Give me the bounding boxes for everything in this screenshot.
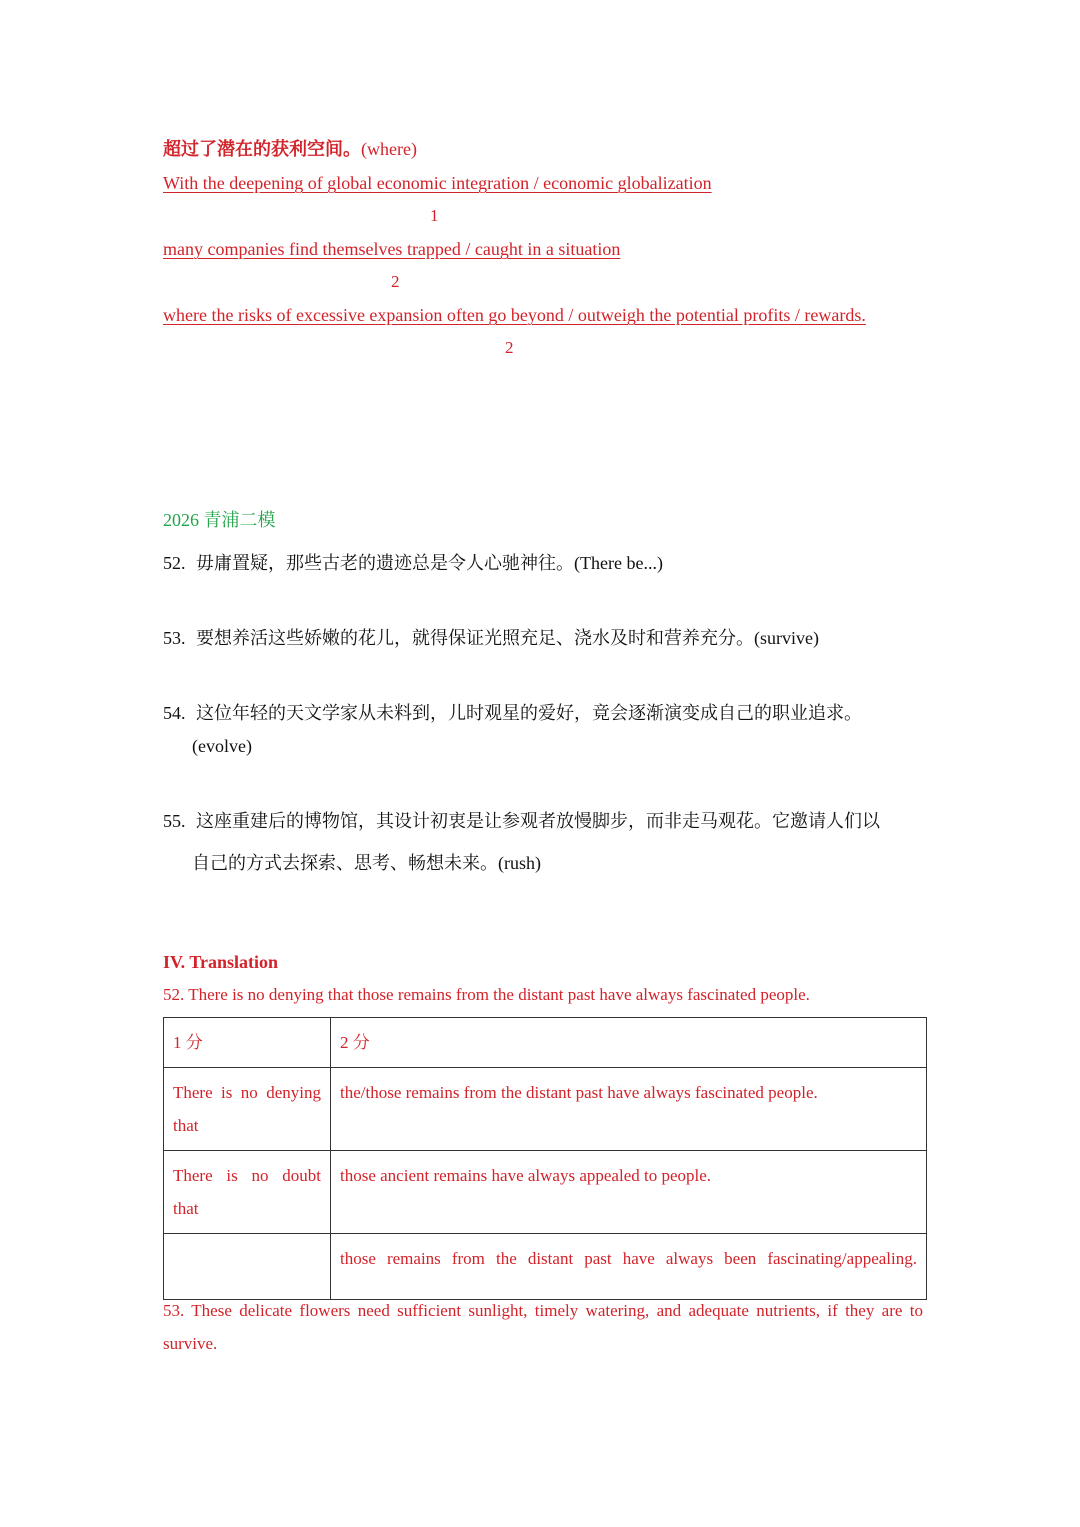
question-52	[163, 549, 663, 575]
question-text: 要想养活这些娇嫩的花儿，就得保证光照充足、浇水及时和营养充分。(survive)	[196, 628, 819, 648]
table-cell: the/those remains from the distant past have always fascinated people.	[331, 1068, 927, 1151]
table-row	[164, 1068, 927, 1151]
question-54-continuation: (evolve)	[192, 736, 252, 756]
question-text: 毋庸置疑，那些古老的遗迹总是令人心驰神往。(There be...)	[196, 553, 663, 573]
table-cell: those ancient remains have always appealed to people.	[331, 1151, 927, 1234]
answer-line-3: where the risks of excessive expansion often go beyond / outweigh the potential profits / rewards.	[163, 305, 866, 325]
question-number: 52.	[163, 553, 186, 573]
score-mark-3: 2	[505, 338, 514, 357]
cell-text: those remains from the distant past have always been fascinating/appealing.	[340, 1249, 917, 1268]
answer-53: 53. These delicate flowers need sufficient sunlight, timely watering, and adequate nutrients, if they are to survive.	[163, 1301, 923, 1353]
question-text: 这座重建后的博物馆，其设计初衷是让参观者放慢脚步，而非走马观花。它邀请人们以	[196, 811, 880, 831]
table-cell	[331, 1234, 927, 1300]
prev-tail-cn: 超过了潜在的获利空间。	[163, 139, 361, 159]
answer-line-1: With the deepening of global economic integration / economic globalization	[163, 173, 712, 193]
score-mark-1: 1	[430, 206, 439, 225]
answer-line-2: many companies find themselves trapped / caught in a situation	[163, 239, 621, 259]
question-number: 54.	[163, 703, 186, 723]
question-number: 53.	[163, 628, 186, 648]
table-cell	[164, 1151, 331, 1234]
translation-heading: IV. Translation	[163, 952, 279, 972]
table-row	[164, 1151, 927, 1234]
cell-text: There is no denying that	[173, 1083, 321, 1135]
table-cell	[164, 1234, 331, 1300]
score-mark-2: 2	[391, 272, 400, 291]
table-header-cell: 2 分	[331, 1018, 927, 1068]
question-number: 55.	[163, 811, 186, 831]
question-text: 这位年轻的天文学家从未料到，儿时观星的爱好，竟会逐渐演变成自己的职业追求。	[196, 703, 862, 723]
section-title: 2026 青浦二模	[163, 510, 276, 530]
scoring-table	[163, 1017, 927, 1300]
table-header-row	[164, 1018, 927, 1068]
answer-52: 52. There is no denying that those remains from the distant past have always fascinated people.	[163, 985, 810, 1004]
question-53	[163, 624, 819, 650]
question-54	[163, 699, 862, 725]
prev-answer-tail	[163, 135, 417, 161]
table-row	[164, 1234, 927, 1300]
question-55	[163, 807, 880, 833]
prev-tail-hint: (where)	[361, 139, 417, 159]
table-cell	[164, 1068, 331, 1151]
question-55-continuation: 自己的方式去探索、思考、畅想未来。(rush)	[192, 853, 541, 873]
table-header-cell: 1 分	[164, 1018, 331, 1068]
cell-text: There is no doubt that	[173, 1166, 321, 1218]
